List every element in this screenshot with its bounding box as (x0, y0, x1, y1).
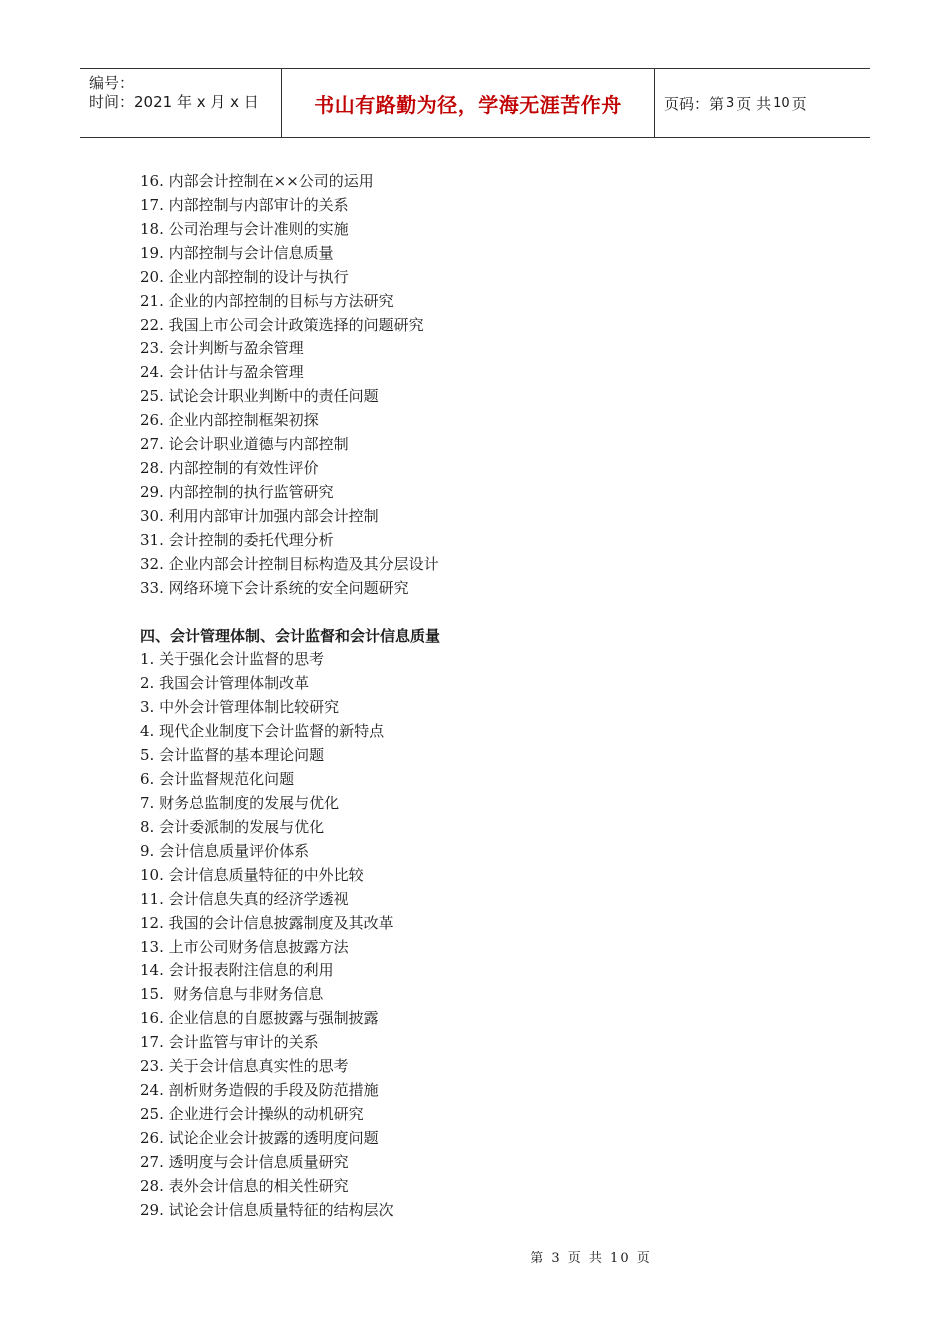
list-item: 11. 会计信息失真的经济学透视 (140, 889, 349, 908)
list-item: 23. 关于会计信息真实性的思考 (140, 1057, 349, 1076)
list-item: 13. 上市公司财务信息披露方法 (140, 937, 349, 956)
list-item: 27. 论会计职业道德与内部控制 (140, 435, 349, 454)
list-item: 24. 剖析财务造假的手段及防范措施 (140, 1081, 379, 1100)
document-number-label: 编号： (89, 74, 135, 92)
topic-list-accounting-supervision (140, 648, 860, 1222)
list-item: 27. 透明度与会计信息质量研究 (140, 1152, 349, 1171)
list-item: 25. 企业进行会计操纵的动机研究 (140, 1104, 364, 1123)
page-footer (0, 1247, 950, 1266)
list-item: 20. 企业内部控制的设计与执行 (140, 267, 349, 286)
section-spacer (140, 601, 860, 625)
list-item: 16. 内部会计控制在××公司的运用 (140, 172, 374, 190)
footer-page-indicator: 第 3 页 共 10 页 (530, 1251, 652, 1266)
document-date: 时间：2021 年 x 月 x 日 (89, 93, 259, 111)
list-item: 26. 企业内部控制框架初探 (140, 411, 319, 430)
header-middle-cell (282, 69, 655, 137)
list-item: 14. 会计报表附注信息的利用 (140, 961, 334, 980)
list-item: 26. 试论企业会计披露的透明度问题 (140, 1128, 379, 1147)
section-heading: 四、会计管理体制、会计监督和会计信息质量 (140, 626, 441, 645)
list-item: 4. 现代企业制度下会计监督的新特点 (140, 722, 385, 741)
list-item: 10. 会计信息质量特征的中外比较 (140, 865, 364, 884)
page-label: 页码：第 (664, 94, 725, 113)
list-item: 28. 表外会计信息的相关性研究 (140, 1176, 349, 1195)
list-item: 19. 内部控制与会计信息质量 (140, 243, 334, 262)
list-item: 23. 会计判断与盈余管理 (140, 339, 304, 358)
list-item: 30. 利用内部审计加强内部会计控制 (140, 506, 379, 525)
list-item: 24. 会计估计与盈余管理 (140, 363, 304, 382)
list-item: 29. 内部控制的执行监管研究 (140, 482, 334, 501)
list-item: 16. 企业信息的自愿披露与强制披露 (140, 1009, 379, 1028)
list-item: 21. 企业的内部控制的目标与方法研究 (140, 291, 394, 310)
list-item: 17. 会计监管与审计的关系 (140, 1033, 319, 1052)
list-item: 6. 会计监督规范化问题 (140, 770, 295, 789)
list-item: 12. 我国的会计信息披露制度及其改革 (140, 913, 394, 932)
document-body (140, 170, 860, 1223)
list-item: 22. 我国上市公司会计政策选择的问题研究 (140, 315, 424, 334)
header-motto: 书山有路勤为径，学海无涯苦作舟 (314, 92, 622, 117)
page-number: 3 (726, 95, 735, 111)
list-item: 33. 网络环境下会计系统的安全问题研究 (140, 578, 409, 597)
list-item: 32. 企业内部会计控制目标构造及其分层设计 (140, 554, 439, 573)
list-item: 9. 会计信息质量评价体系 (140, 841, 310, 860)
page-mid-label: 页 共 (736, 94, 772, 113)
header-page-info (655, 69, 870, 137)
page-end-label: 页 (791, 94, 807, 113)
list-item: 2. 我国会计管理体制改革 (140, 674, 310, 693)
list-item: 5. 会计监督的基本理论问题 (140, 746, 325, 765)
list-item: 31. 会计控制的委托代理分析 (140, 530, 334, 549)
page-total: 10 (773, 95, 790, 111)
list-item: 15. 财务信息与非财务信息 (140, 985, 324, 1004)
list-item: 7. 财务总监制度的发展与优化 (140, 793, 340, 812)
list-item: 17. 内部控制与内部审计的关系 (140, 195, 349, 214)
list-item: 28. 内部控制的有效性评价 (140, 459, 319, 478)
list-item: 8. 会计委派制的发展与优化 (140, 817, 325, 836)
list-item: 1. 关于强化会计监督的思考 (140, 650, 325, 669)
list-item: 18. 公司治理与会计准则的实施 (140, 219, 349, 238)
list-item: 29. 试论会计信息质量特征的结构层次 (140, 1200, 394, 1219)
list-item: 25. 试论会计职业判断中的责任问题 (140, 387, 379, 406)
header-left-cell (80, 69, 282, 137)
page-header (80, 68, 870, 138)
list-item: 3. 中外会计管理体制比较研究 (140, 698, 340, 717)
topic-list-internal-control (140, 170, 860, 601)
